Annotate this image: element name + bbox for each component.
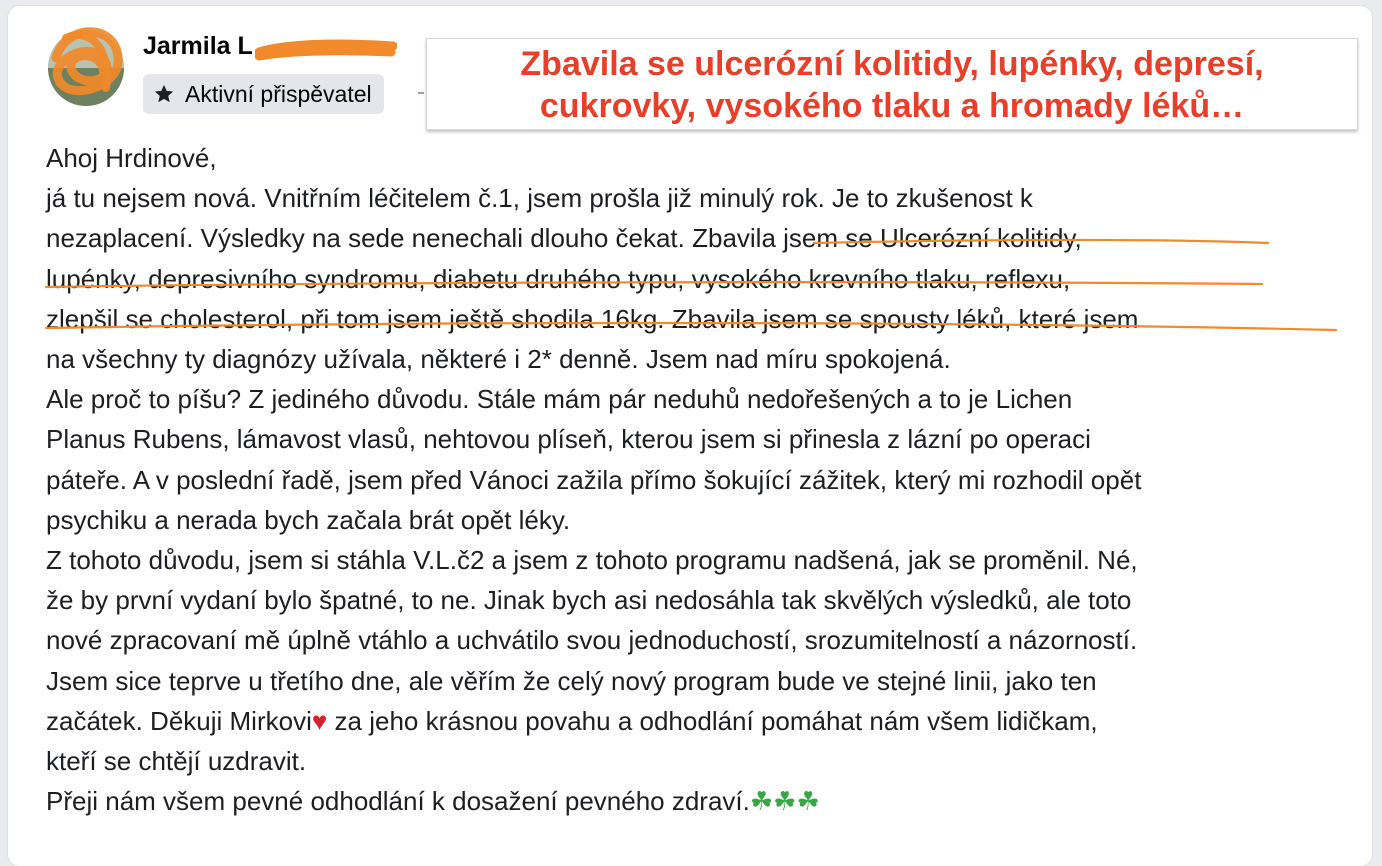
avatar[interactable] [46, 18, 126, 110]
body-line: že by první vydaní bylo špatné, to ne. Jinak bych asi nedosáhla tak skvělých výsledků, ale toto [46, 585, 1132, 616]
post-body [46, 138, 1366, 821]
body-line: zlepšil se cholesterol, při tom jsem ještě shodila 16kg. Zbavila jsem se spousty léků, které jsem [46, 303, 1139, 334]
body-text-segment: za jeho krásnou povahu a odhodlání pomáhat nám všem lidičkam, [327, 705, 1098, 736]
body-line: nezaplacení. Výsledky na sede nenechali dlouho čekat. Zbavila jsem se Ulcerózní kolitidy, [46, 223, 1082, 254]
badge-label: Aktivní přispěvatel [185, 80, 372, 107]
heart-emoji: ♥ [311, 705, 328, 736]
author-name[interactable]: Jarmila L [143, 32, 253, 60]
body-line: páteře. A v poslední řadě, jsem před Vánoci zažila přímo šokující zážitek, který mi rozhodil opět [46, 464, 1142, 495]
body-line: Planus Rubens, lámavost vlasů, nehtovou plíseň, kterou jsem si přinesla z lázní po operaci [46, 424, 1091, 455]
body-line: psychiku a nerada bych začala brát opět léky. [46, 504, 571, 535]
headline-line-2: cukrovky, vysokého tlaku a hromady léků… [539, 87, 1245, 125]
star-icon [153, 83, 175, 105]
body-line: já tu nejsem nová. Vnitřním léčitelem č.1, jsem prošla již minulý rok. Je to zkušenost k [46, 183, 1033, 214]
body-line: lupénky, depresivního syndromu, diabetu druhého typu, vysokého krevního tlaku, reflexu, [46, 263, 1071, 294]
badge-separator [418, 92, 424, 94]
clover-emoji: ☘☘☘ [749, 786, 820, 817]
body-line: na všechny ty diagnózy užívala, některé i 2* denně. Jsem nad míru spokojená. [46, 344, 951, 375]
headline-overlay [426, 38, 1358, 130]
body-line: Z tohoto důvodu, jsem si stáhla V.L.č2 a jsem z tohoto programu nadšená, jak se proměnil. Né, [46, 545, 1138, 576]
body-line: Ale proč to píšu? Z jediného důvodu. Stále mám pár neduhů nedořešených a to je Lichen [46, 384, 1073, 415]
contributor-badge[interactable] [143, 74, 384, 114]
body-line: Jsem sice teprve u třetího dne, ale věřím že celý nový program bude ve stejné linii, jako ten [46, 665, 1097, 696]
body-line: Ahoj Hrdinové, [46, 143, 217, 173]
body-line [46, 781, 1366, 821]
redaction-scribble [255, 38, 397, 62]
headline-line-1: Zbavila se ulcerózní kolitidy, lupénky, depresí, [520, 45, 1264, 83]
body-text-segment: Přeji nám všem pevné odhodlání k dosažení pevného zdraví. [46, 786, 750, 817]
body-text-segment: začátek. Děkuji Mirkovi [46, 705, 312, 736]
body-line: nové zpracovaní mě úplně vtáhlo a uchvátilo svou jednoduchostí, srozumitelností a názorností. [46, 625, 1138, 656]
body-line: kteří se chtějí uzdravit. [46, 746, 307, 777]
body-line [46, 701, 1366, 741]
